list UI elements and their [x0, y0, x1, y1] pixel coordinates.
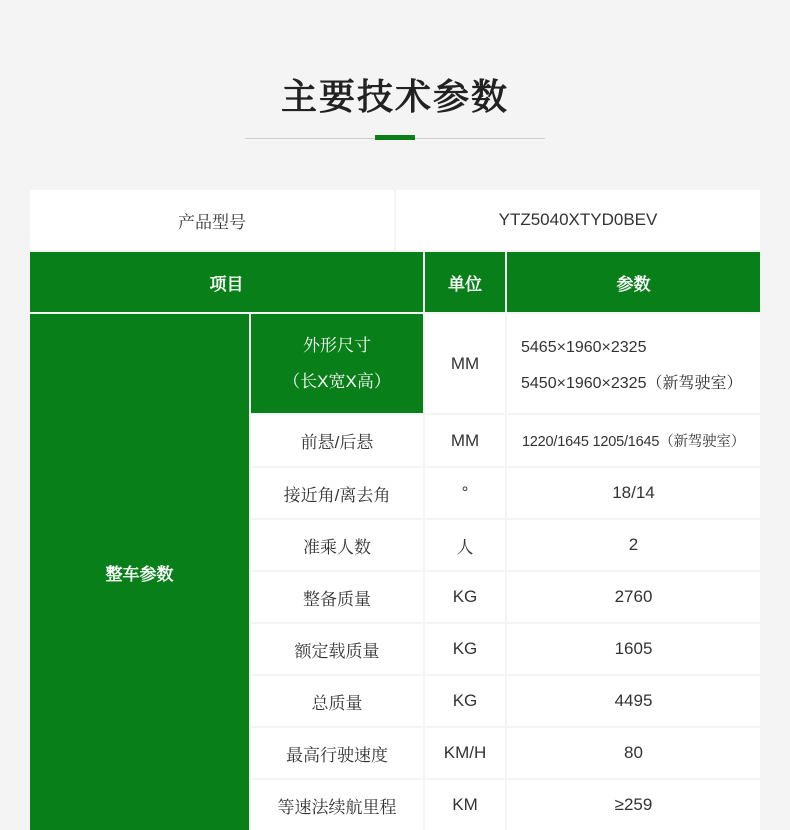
row-value: 4495	[507, 676, 760, 726]
row-label: 准乘人数	[251, 520, 423, 570]
row-unit: °	[425, 468, 505, 518]
row-label: 额定载质量	[251, 624, 423, 674]
row-unit: MM	[425, 415, 505, 466]
row-value: 5465×1960×2325	[521, 338, 647, 356]
row-label: 整备质量	[251, 572, 423, 622]
row-value: 2	[507, 520, 760, 570]
model-value: YTZ5040XTYD0BEV	[396, 190, 760, 250]
row-value: 18/14	[507, 468, 760, 518]
header-item: 项目	[30, 252, 423, 312]
header-unit: 单位	[425, 252, 505, 312]
row-value-dimensions	[507, 314, 760, 413]
model-label: 产品型号	[30, 190, 394, 250]
row-unit: MM	[425, 314, 505, 413]
header-param: 参数	[507, 252, 760, 312]
row-unit: KG	[425, 624, 505, 674]
row-label: 外形尺寸	[303, 335, 371, 355]
row-label: 等速法续航里程	[251, 780, 423, 830]
row-label: 总质量	[251, 676, 423, 726]
row-unit: KG	[425, 572, 505, 622]
row-value: ≥259	[507, 780, 760, 830]
row-value: 1605	[507, 624, 760, 674]
row-value: 2760	[507, 572, 760, 622]
row-unit: KG	[425, 676, 505, 726]
row-label: 接近角/离去角	[251, 468, 423, 518]
row-value: 80	[507, 728, 760, 778]
group-label: 整车参数	[30, 314, 249, 830]
row-value: 5450×1960×2325（新驾驶室）	[521, 374, 743, 392]
row-label-sub: （长X宽X高）	[283, 371, 391, 391]
page-title: 主要技术参数	[280, 76, 509, 118]
row-label: 最高行驶速度	[251, 728, 423, 778]
row-value: 1220/1645 1205/1645（新驾驶室）	[507, 415, 760, 466]
row-unit: KM/H	[425, 728, 505, 778]
row-unit: 人	[425, 520, 505, 570]
row-label-dimensions	[251, 314, 423, 413]
row-label: 前悬/后悬	[251, 415, 423, 466]
title-divider-accent	[375, 135, 415, 140]
row-unit: KM	[425, 780, 505, 830]
